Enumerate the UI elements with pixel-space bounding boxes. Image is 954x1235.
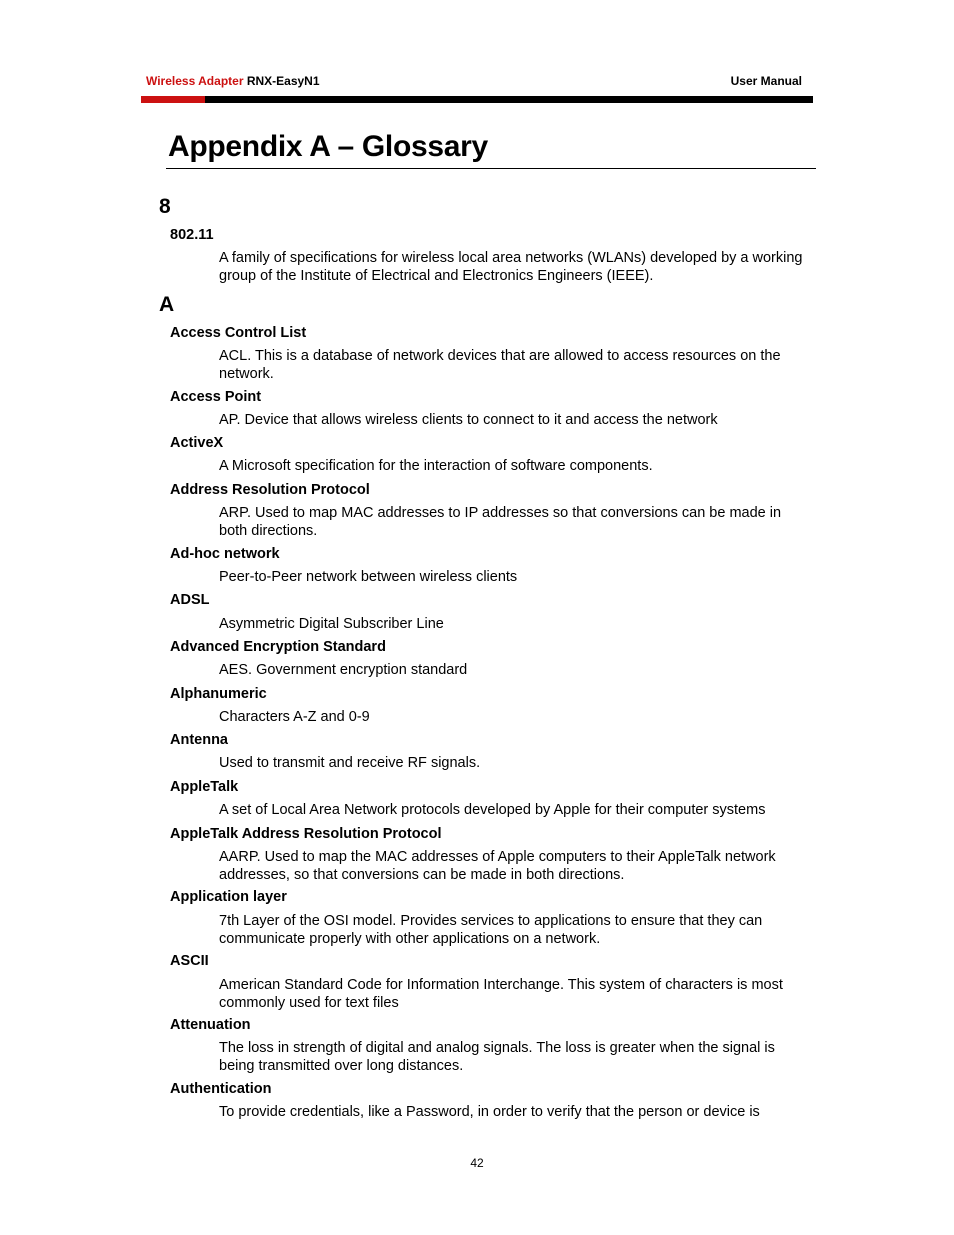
glossary-term: Advanced Encryption Standard — [170, 639, 386, 655]
header-doc-type: User Manual — [730, 74, 802, 88]
glossary-definition: Used to transmit and receive RF signals. — [219, 755, 481, 771]
glossary-definition: AES. Government encryption standard — [219, 662, 468, 678]
glossary-term: Antenna — [170, 732, 228, 748]
header-rule — [141, 96, 813, 103]
glossary-definition: To provide credentials, like a Password, in order to verify that the person or device is — [219, 1104, 760, 1120]
glossary-term: Alphanumeric — [170, 686, 267, 702]
glossary-term: Access Control List — [170, 325, 307, 341]
glossary-definition: Characters A-Z and 0-9 — [219, 709, 370, 725]
glossary-definition: AARP. Used to map the MAC addresses of Apple computers to their AppleTalk network addresses, so that conversions can be made in both directions. — [219, 849, 776, 883]
glossary-term: ADSL — [170, 592, 210, 608]
header-model: RNX-EasyN1 — [246, 74, 320, 88]
glossary-definition: AP. Device that allows wireless clients to connect to it and access the network — [219, 412, 718, 428]
glossary-definition: A Microsoft specification for the interaction of software components. — [219, 458, 653, 474]
section-letter: A — [159, 293, 175, 316]
glossary-definition: A family of specifications for wireless local area networks (WLANs) developed by a working group of the Institute of Electrical and Electronics Engineers (IEEE). — [219, 250, 803, 284]
glossary-definition: 7th Layer of the OSI model. Provides services to applications to ensure that they can communicate properly with other applications on a network. — [219, 913, 763, 947]
glossary-term: AppleTalk — [170, 779, 239, 795]
glossary-term: Authentication — [170, 1081, 272, 1097]
page-title: Appendix A – Glossary — [168, 130, 488, 163]
glossary-definition: ACL. This is a database of network devices that are allowed to access resources on the network. — [219, 348, 781, 382]
glossary-definition: ARP. Used to map MAC addresses to IP addresses so that conversions can be made in both directions. — [219, 505, 782, 539]
header-rule-accent — [141, 96, 205, 103]
glossary-term: Access Point — [170, 389, 262, 405]
glossary-term: Application layer — [170, 889, 287, 905]
glossary-term: AppleTalk Address Resolution Protocol — [170, 826, 442, 842]
glossary-term: Ad-hoc network — [170, 546, 280, 562]
glossary-term: Address Resolution Protocol — [170, 482, 370, 498]
glossary-definition: The loss in strength of digital and analog signals. The loss is greater when the signal is being transmitted over long distances. — [219, 1040, 775, 1074]
glossary-definition: Asymmetric Digital Subscriber Line — [219, 616, 444, 632]
glossary-definition: Peer-to-Peer network between wireless clients — [219, 569, 518, 585]
page-number: 42 — [470, 1156, 484, 1170]
glossary-definition: A set of Local Area Network protocols developed by Apple for their computer systems — [219, 802, 766, 818]
glossary-term: Attenuation — [170, 1017, 251, 1033]
glossary-term: ASCII — [170, 953, 209, 969]
glossary-term: 802.11 — [170, 227, 214, 243]
glossary-term: ActiveX — [170, 435, 224, 451]
title-underline — [166, 168, 816, 169]
glossary-definition: American Standard Code for Information Interchange. This system of characters is most commonly used for text files — [219, 977, 783, 1011]
header-brand: Wireless Adapter — [146, 74, 244, 88]
header-product — [146, 74, 320, 88]
section-letter: 8 — [159, 195, 171, 218]
